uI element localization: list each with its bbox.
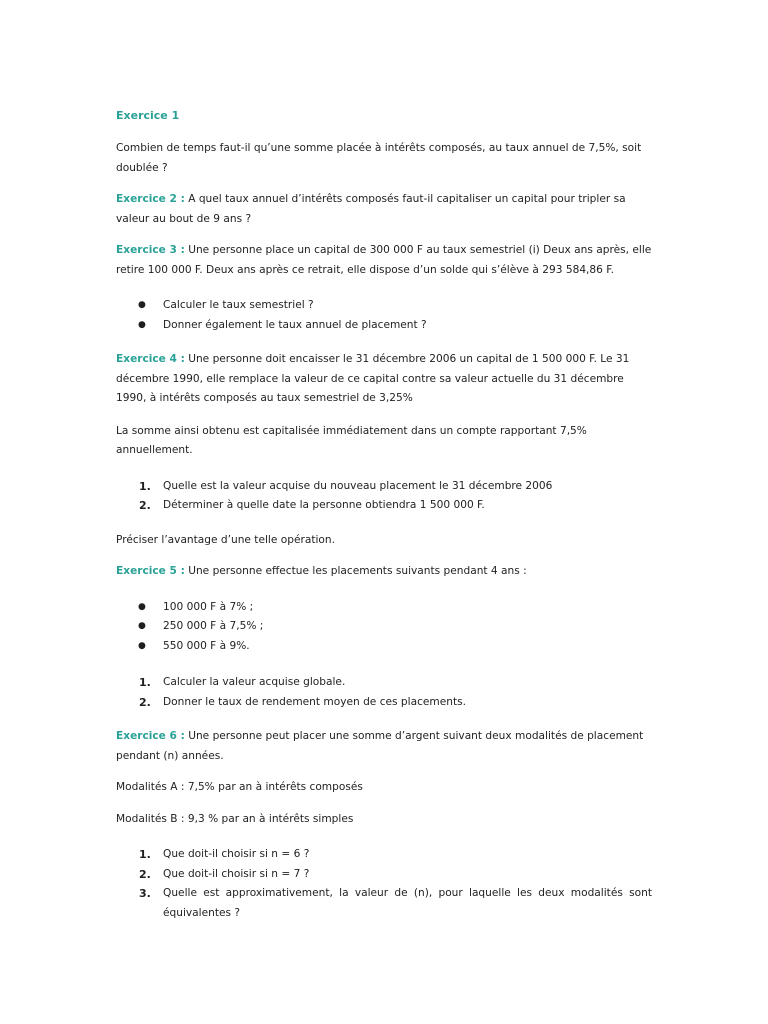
list-item <box>116 693 652 713</box>
list-number: 1. <box>139 848 151 861</box>
exercice-2-text: A quel taux annuel d’intérêts composés faut-il capitaliser un capital pour tripler sa valeur au bout de 9 ans ? <box>116 193 626 225</box>
list-item <box>116 845 652 865</box>
exercice-4-text: Une personne doit encaisser le 31 décembre 2006 un capital de 1 500 000 F. Le 31 décembre 1990, elle remplace la valeur de ce capital contre sa valeur actuelle du 31 décembre 1990, à intérêts composés au taux semestriel de 3,25% <box>116 353 630 404</box>
list-number: 1. <box>139 479 151 493</box>
list-number: 3. <box>139 887 151 900</box>
exercice-1-title: Exercice 1 <box>116 109 180 122</box>
exercice-6-modalite-a: Modalités A : 7,5% par an à intérêts composés <box>116 781 363 793</box>
bullet-marker: ● <box>138 601 146 612</box>
list-item <box>116 477 652 497</box>
exercice-2-paragraph <box>116 190 652 229</box>
bullet-marker: ● <box>138 300 146 310</box>
bullet-marker: ● <box>138 621 146 631</box>
list-number: 2. <box>139 695 151 709</box>
exercice-4-para2: La somme ainsi obtenu est capitalisée immédiatement dans un compte rapportant 7,5% annuellement. <box>116 424 587 456</box>
list-item-text: Donner le taux de rendement moyen de ces placements. <box>163 695 467 708</box>
list-item <box>116 316 652 336</box>
list-item-text: Quelle est la valeur acquise du nouveau placement le 31 décembre 2006 <box>163 479 553 492</box>
list-item-text: Que doit-il choisir si n = 6 ? <box>163 848 310 860</box>
list-number: 1. <box>139 676 151 689</box>
list-item <box>116 496 652 516</box>
exercice-4-numbered-list <box>116 477 652 516</box>
document-body <box>116 108 652 923</box>
exercice-3-paragraph <box>116 241 652 280</box>
list-item <box>116 637 652 657</box>
exercice-5-paragraph <box>116 562 652 582</box>
exercice-6-text: Une personne peut placer une somme d’argent suivant deux modalités de placement pendant (n) années. <box>116 730 644 762</box>
bullet-marker: ● <box>138 640 146 651</box>
list-item <box>116 884 652 923</box>
list-item-text: Que doit-il choisir si n = 7 ? <box>163 867 310 880</box>
exercice-5-bullet-list <box>116 598 652 657</box>
list-item <box>116 673 652 693</box>
list-item-text: Calculer la valeur acquise globale. <box>163 676 346 688</box>
exercice-6-paragraph <box>116 727 652 766</box>
exercice-5-text: Une personne effectue les placements suivants pendant 4 ans : <box>184 565 527 577</box>
list-item <box>116 617 652 637</box>
exercice-6-numbered-list <box>116 845 652 923</box>
exercice-2-label: Exercice 2 : <box>116 193 185 205</box>
list-item <box>116 865 652 885</box>
exercice-4-paragraph <box>116 350 652 409</box>
list-item <box>116 296 652 316</box>
list-item-text: 100 000 F à 7% ; <box>163 600 254 613</box>
bullet-marker: ● <box>138 319 146 330</box>
list-item-text: Donner également le taux annuel de placement ? <box>163 318 427 331</box>
list-number: 2. <box>139 867 151 881</box>
list-item-text: 250 000 F à 7,5% ; <box>163 620 264 632</box>
list-item-text: Quelle est approximativement, la valeur de (n), pour laquelle les deux modalités sont équivalentes ? <box>163 887 652 919</box>
list-number: 2. <box>139 499 151 512</box>
exercice-5-numbered-list <box>116 673 652 712</box>
list-item <box>116 598 652 618</box>
exercice-4-para3: Préciser l’avantage d’une telle opération. <box>116 533 335 546</box>
list-item-text: Calculer le taux semestriel ? <box>163 299 314 311</box>
exercice-5-label: Exercice 5 : <box>116 565 185 577</box>
list-item-text: Déterminer à quelle date la personne obtiendra 1 500 000 F. <box>163 499 485 511</box>
exercice-6-label: Exercice 6 : <box>116 730 185 742</box>
exercice-4-label: Exercice 4 : <box>116 353 185 365</box>
exercice-3-label: Exercice 3 : <box>116 244 185 256</box>
list-item-text: 550 000 F à 9%. <box>163 639 250 652</box>
exercice-1-text: Combien de temps faut-il qu’une somme placée à intérêts composés, au taux annuel de 7,5%, soit doublée ? <box>116 142 642 174</box>
exercice-3-bullet-list <box>116 296 652 335</box>
exercice-3-text: Une personne place un capital de 300 000 F au taux semestriel (i) Deux ans après, elle retire 100 000 F. Deux ans après ce retrait, elle dispose d’un solde qui s’élève à 293 584,86 F. <box>116 244 652 276</box>
exercice-6-modalite-b: Modalités B : 9,3 % par an à intérêts simples <box>116 812 354 825</box>
